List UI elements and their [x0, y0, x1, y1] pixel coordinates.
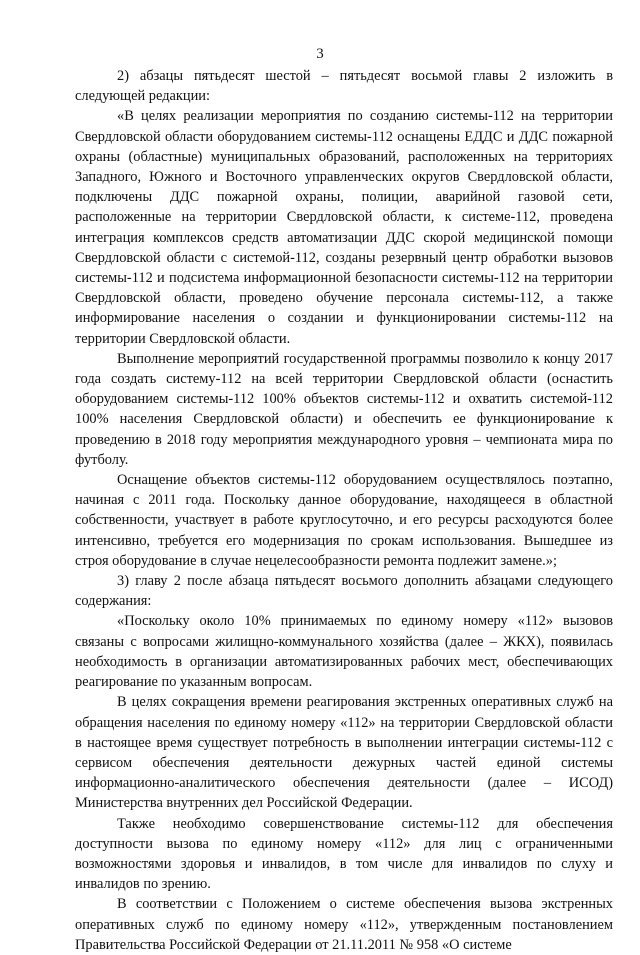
paragraph-housing-utilities: «Поскольку около 10% принимаемых по единому номеру «112» вызовов связаны с вопросами жилищно-коммунального хозяйства (далее – ЖКХ), появилась необходимость в организации автоматизированных рабочих мест, обеспечивающих реагирование по указанным вопросам.	[75, 613, 613, 691]
paragraph-program-results: Выполнение мероприятий государственной программы позволило к концу 2017 года создать систему-112 на всей территории Свердловской области (оснастить оборудованием системы-112 100% объектов системы-112 и охватить системой-112 100% населения Свердловской области) и обеспечить ее функционирование к проведению в 2018 году мероприятия международного уровня – чемпионата мира по футболу.	[75, 350, 613, 468]
paragraph-system-112-implementation: «В целях реализации мероприятия по созданию системы-112 на территории Свердловской области оборудованием системы-112 оснащены ЕДДС и ДДС пожарной охраны (областные) муниципальных образований, расположенных на территориях Западного, Южного и Восточного управленческих округов Свердловской области, подключены ДДС пожарной охраны, полиции, аварийной газовой сети, расположенные на территории Свердловской области, к системе-112, проведена интеграция комплексов средств автоматизации ДДС скорой медицинской помощи Свердловской области с системой-112, созданы резервный центр обработки вызовов системы-112 и подсистема информационной безопасности системы-112 на территории Свердловской области, проведено обучение персонала системы-112, а также информирование населения о создании и функционировании системы-112 на территории Свердловской области.	[75, 108, 613, 347]
page-number: 3	[316, 46, 324, 62]
paragraph-isod-integration: В целях сокращения времени реагирования экстренных оперативных служб на обращения населения по единому номеру «112» на территории Свердловской области в настоящее время существует потребность в выполнении интеграции системы-112 с сервисом обеспечения деятельности дежурных частей единой системы информационно-аналитического обеспечения деятельности (далее – ИСОД) Министерства внутренних дел Российской Федерации.	[75, 694, 613, 812]
document-body	[75, 66, 613, 955]
paragraph-equipment-modernization: Оснащение объектов системы-112 оборудованием осуществлялось поэтапно, начиная с 2011 года. Поскольку данное оборудование, находящееся в областной собственности, участвует в работе круглосуточно, и его ресурсы расходуются более интенсивно, требуется его модернизация по срокам использования. Вышедшее из строя оборудование в случае нецелесообразности ремонта подлежит замене.»;	[75, 472, 613, 569]
paragraph-accessibility: Также необходимо совершенствование системы-112 для обеспечения доступности вызова по единому номеру «112» для лиц с ограниченными возможностями здоровья и инвалидов, в том числе для инвалидов по слуху и инвалидов по зрению.	[75, 815, 613, 893]
paragraph-regulation-reference: В соответствии с Положением о системе обеспечения вызова экстренных оперативных служб по единому номеру «112», утвержденным постановлением Правительства Российской Федерации от 21.11.2011 № 958 «О системе	[75, 896, 613, 953]
paragraph-amendment-3: 3) главу 2 после абзаца пятьдесят восьмого дополнить абзацами следующего содержания:	[75, 573, 613, 610]
paragraph-amendment-2: 2) абзацы пятьдесят шестой – пятьдесят восьмой главы 2 изложить в следующей редакции:	[75, 68, 613, 105]
